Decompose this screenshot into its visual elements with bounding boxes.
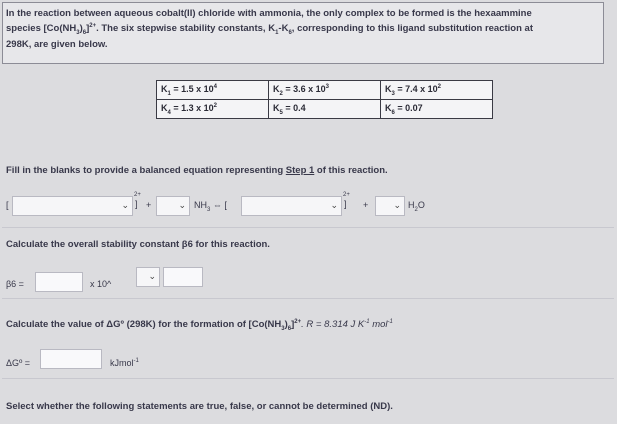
beta6-sign-select[interactable] <box>136 267 160 287</box>
charge-label: 2+ <box>343 192 350 198</box>
divider <box>2 378 614 379</box>
charge-label: 2+ <box>134 192 141 198</box>
intro-line-3: 298K, are given below. <box>6 39 108 51</box>
divider <box>2 227 614 228</box>
k4-cell: $K_4 = 1.3$ x $10^2$ <box>157 100 269 119</box>
chevron-down-icon: ⌄ <box>330 200 338 210</box>
delta-g-input[interactable] <box>40 349 102 369</box>
reactant-complex-select[interactable] <box>12 196 133 216</box>
divider <box>2 298 614 299</box>
intro-line-2: species $[Co(NH_3)_6]^{2+}$. The six stepwise stability constants, $K_1-K_6$, corresponding to this ligand substitution reaction at <box>6 23 533 37</box>
stability-constants-table <box>156 80 493 119</box>
times-ten-label: x 10^ <box>90 279 112 289</box>
nh3-label: $NH_3$ ⇔ [ <box>194 200 227 213</box>
q3-prompt: Calculate the value of ΔGº (298K) for the formation of $[Co(NH_3)_6]^{2+}$. R = 8.314 J $K^{-1}$ mol$^{-1}$ <box>6 319 393 333</box>
table-row <box>157 81 493 100</box>
plus-sign: + <box>146 200 152 210</box>
plus-sign: + <box>363 200 369 210</box>
chevron-down-icon: ⌄ <box>178 200 186 210</box>
nh3-coefficient-select[interactable] <box>156 196 190 216</box>
k5-cell: $K_5 = 0.4$ <box>269 100 381 119</box>
chevron-down-icon: ⌄ <box>148 271 156 281</box>
intro-line-1: In the reaction between aqueous cobalt(II) chloride with ammonia, the only complex to be formed is the hexaammine <box>6 8 532 19</box>
k1-cell: $K_1 = 1.5$ x $10^4$ <box>157 81 269 100</box>
q4-prompt: Select whether the following statements are true, false, or cannot be determined (ND). <box>6 401 393 412</box>
h2o-coefficient-select[interactable] <box>375 196 405 216</box>
delta-g-label: ΔGº = <box>6 358 31 368</box>
k2-cell: $K_2 = 3.6$ x $10^3$ <box>269 81 381 100</box>
step1-link: Step 1 <box>285 165 315 176</box>
q2-prompt: Calculate the overall stability constant β6 for this reaction. <box>6 239 270 250</box>
product-complex-select[interactable] <box>241 196 342 216</box>
close-bracket: ] <box>135 199 138 209</box>
beta6-mantissa-input[interactable] <box>35 272 83 292</box>
chevron-down-icon: ⌄ <box>393 200 401 210</box>
q1-prompt: Fill in the blanks to provide a balanced equation representing Step 1 of this reaction. <box>6 165 388 176</box>
k6-cell: $K_6 = 0.07$ <box>381 100 493 119</box>
intro-text <box>6 8 596 51</box>
close-bracket: ] <box>344 199 347 209</box>
beta6-label: β6 = <box>6 279 24 289</box>
equilibrium-arrow-icon: ⇔ [ <box>212 200 227 210</box>
k3-cell: $K_3 = 7.4$ x $10^2$ <box>381 81 493 100</box>
open-bracket: [ <box>6 200 9 210</box>
h2o-label: $H_2O$ <box>408 200 425 213</box>
table-row <box>157 100 493 119</box>
chevron-down-icon: ⌄ <box>121 200 129 210</box>
beta6-exponent-input[interactable] <box>163 267 203 287</box>
kjmol-unit-label: kJmol$^{-1}$ <box>110 358 139 368</box>
